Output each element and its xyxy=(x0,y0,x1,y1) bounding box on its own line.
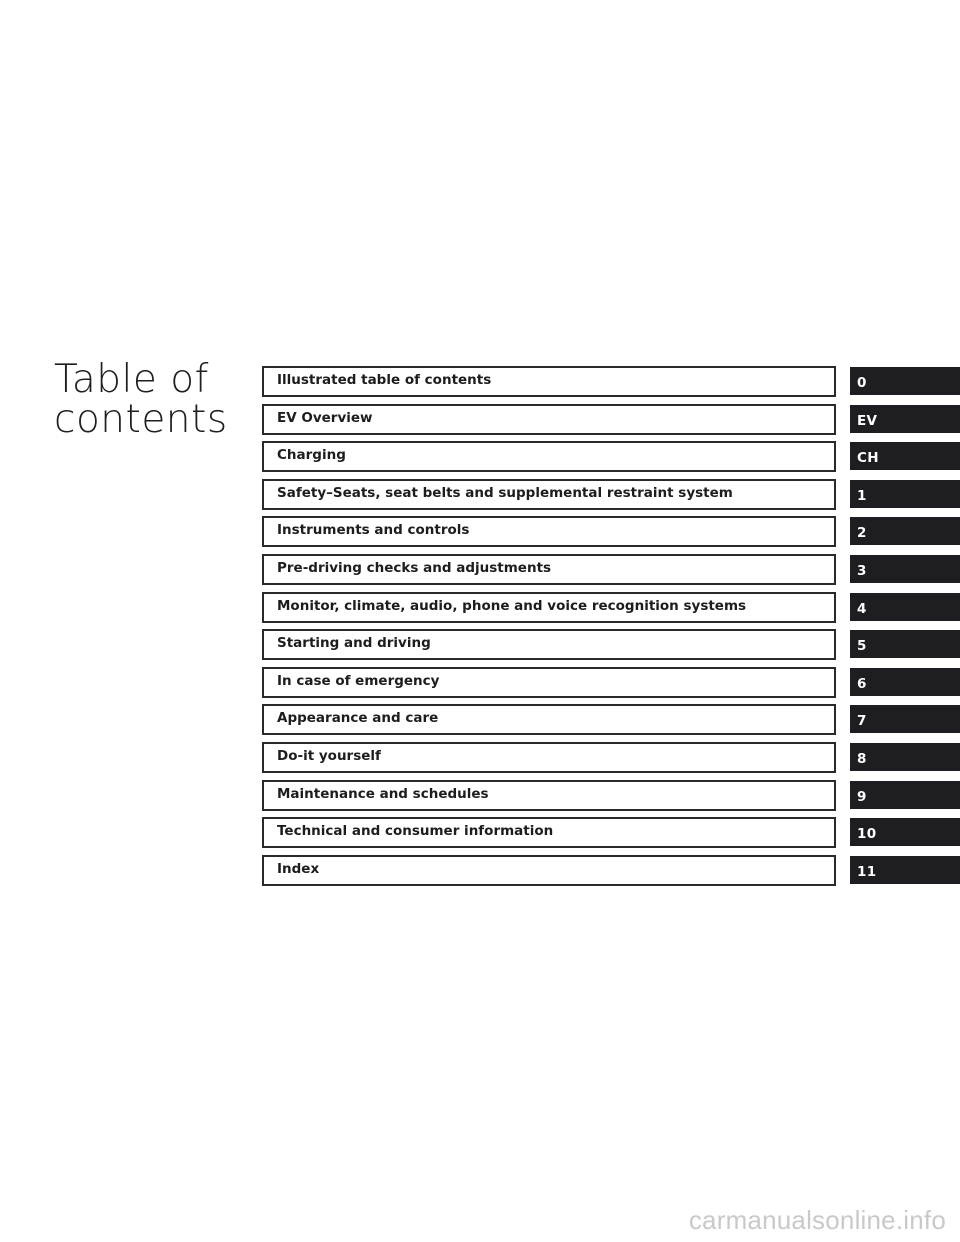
toc-entry-link[interactable] xyxy=(262,742,836,773)
toc-section-tab[interactable] xyxy=(850,705,960,733)
toc-section-tab[interactable] xyxy=(850,668,960,696)
toc-entry-link[interactable] xyxy=(262,704,836,735)
toc-entry-label: Safety–Seats, seat belts and supplemental restraint system xyxy=(277,484,733,501)
toc-entry-label: Monitor, climate, audio, phone and voice recognition systems xyxy=(277,597,747,614)
toc-entry-label: Do-it yourself xyxy=(277,747,381,764)
toc-entry-label: Starting and driving xyxy=(277,635,431,652)
toc-entry xyxy=(262,780,960,818)
toc-entry-label: Maintenance and schedules xyxy=(277,785,489,802)
toc-entry xyxy=(262,592,960,630)
toc-section-tab-label: 7 xyxy=(857,713,867,730)
toc-section-tab-label: 8 xyxy=(857,750,867,767)
toc-section-tab[interactable] xyxy=(850,818,960,846)
toc-section-tab[interactable] xyxy=(850,442,960,470)
toc-section-tab[interactable] xyxy=(850,480,960,508)
toc-section-tab[interactable] xyxy=(850,405,960,433)
toc-entry xyxy=(262,629,960,667)
toc-entry-label: Pre-driving checks and adjustments xyxy=(277,559,552,576)
toc-entry xyxy=(262,704,960,742)
toc-section-tab[interactable] xyxy=(850,856,960,884)
toc-section-tab[interactable] xyxy=(850,367,960,395)
toc-entry xyxy=(262,479,960,517)
toc-entry-link[interactable] xyxy=(262,516,836,547)
toc-section-tab-label: 0 xyxy=(857,375,867,391)
toc-entry xyxy=(262,366,960,404)
toc-entry-link[interactable] xyxy=(262,441,836,472)
toc-entry-label: EV Overview xyxy=(277,409,373,426)
toc-entry-label: Index xyxy=(277,860,320,877)
page-title xyxy=(54,357,244,442)
toc-entry-link[interactable] xyxy=(262,667,836,698)
toc-section-tab-label: 5 xyxy=(857,638,867,655)
toc-entry-link[interactable] xyxy=(262,592,836,623)
toc-section-tab-label: 3 xyxy=(857,562,867,579)
toc-section-tab[interactable] xyxy=(850,517,960,545)
toc-section-tab-label: EV xyxy=(857,412,878,429)
page-title-line-2: contents xyxy=(54,397,228,442)
toc-entry-link[interactable] xyxy=(262,629,836,660)
toc-section-tab-label: 6 xyxy=(857,675,867,692)
toc-section-tab[interactable] xyxy=(850,781,960,809)
toc-section-tab-label: 9 xyxy=(857,788,867,805)
toc-entry xyxy=(262,404,960,442)
toc-entry-label: Technical and consumer information xyxy=(277,823,554,840)
toc-entry-link[interactable] xyxy=(262,780,836,811)
toc-section-tab[interactable] xyxy=(850,593,960,621)
page-title-line-1: Table of xyxy=(54,357,209,402)
toc-entry xyxy=(262,441,960,479)
toc-entry xyxy=(262,742,960,780)
toc-entry-link[interactable] xyxy=(262,366,836,397)
toc-entry-link[interactable] xyxy=(262,817,836,848)
toc-section-tab-label: 1 xyxy=(857,487,867,504)
toc-entry xyxy=(262,516,960,554)
toc-entry-label: Instruments and controls xyxy=(277,522,470,539)
toc-section-tab[interactable] xyxy=(850,743,960,771)
toc-entry xyxy=(262,554,960,592)
toc-entry-label: Appearance and care xyxy=(277,710,439,727)
toc-entry xyxy=(262,817,960,855)
toc-entry-label: In case of emergency xyxy=(277,672,440,689)
toc-entry xyxy=(262,855,960,893)
toc-entry-label: Illustrated table of contents xyxy=(277,372,492,388)
toc-entry-link[interactable] xyxy=(262,855,836,886)
toc-section-tab-label: CH xyxy=(857,450,879,467)
toc-section-tab[interactable] xyxy=(850,555,960,583)
toc-entry-label: Charging xyxy=(277,447,346,464)
toc-section-tab[interactable] xyxy=(850,630,960,658)
toc-entry-link[interactable] xyxy=(262,404,836,435)
toc-list xyxy=(262,366,960,892)
toc-entry-link[interactable] xyxy=(262,554,836,585)
toc-section-tab-label: 11 xyxy=(857,863,877,880)
toc-section-tab-label: 4 xyxy=(857,600,867,617)
watermark-text: carmanualsonline.info xyxy=(688,1205,946,1235)
toc-section-tab-label: 10 xyxy=(857,826,877,843)
toc-entry xyxy=(262,667,960,705)
toc-entry-link[interactable] xyxy=(262,479,836,510)
toc-section-tab-label: 2 xyxy=(857,525,867,542)
